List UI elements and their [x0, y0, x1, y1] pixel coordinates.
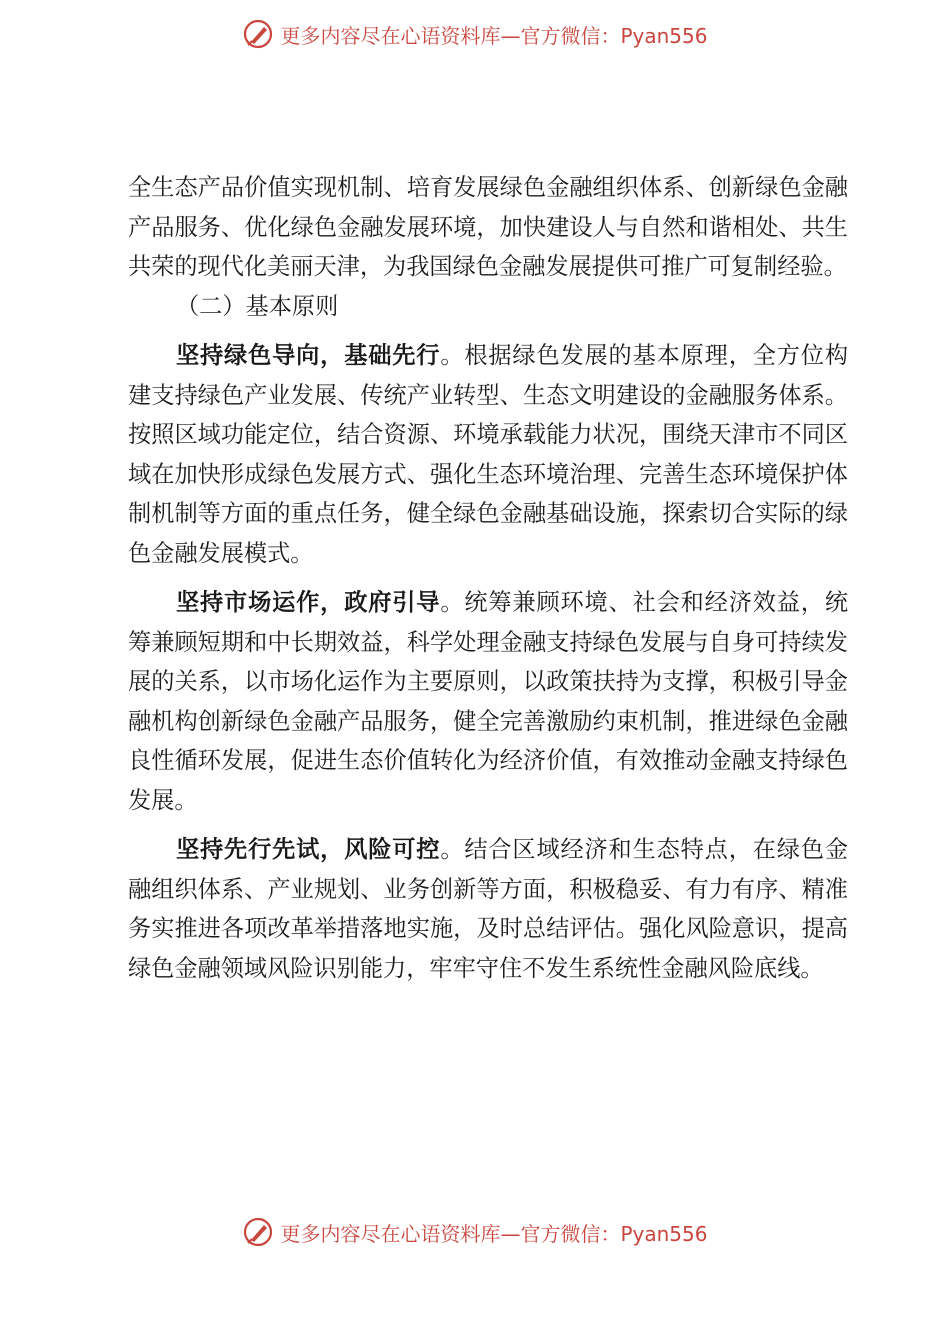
principle-title-1: 坚持绿色导向，基础先行	[176, 342, 441, 369]
footer-watermark-banner	[0, 1212, 950, 1252]
principle-title-3: 坚持先行先试，风险可控	[176, 836, 441, 863]
principle-title-2: 坚持市场运作，政府引导	[176, 589, 441, 616]
header-watermark-banner	[0, 14, 950, 54]
principle-body-2: 。统筹兼顾环境、社会和经济效益，统筹兼顾短期和中长期效益，科学处理金融支持绿色发展与自身可持续发展的关系，以市场化运作为主要原则，以政策扶持为支撑，积极引导金融机构创新绿色金融产品服务，健全完善激励约束机制，推进绿色金融良性循环发展，促进生态价值转化为经济价值，有效推动金融支持绿色发展。	[128, 589, 849, 814]
principle-paragraph-2	[128, 583, 848, 820]
section-heading: （二）基本原则	[176, 292, 339, 320]
watermark-text: 更多内容尽在心语资料库—官方微信：Pyan556	[280, 1221, 708, 1246]
pen-logo-icon	[242, 18, 274, 50]
pen-logo-icon	[242, 1216, 274, 1248]
intro-paragraph: 全生态产品价值实现机制、培育发展绿色金融组织体系、创新绿色金融产品服务、优化绿色金融发展环境，加快建设人与自然和谐相处、共生共荣的现代化美丽天津，为我国绿色金融发展提供可推广可复制经验。	[128, 174, 848, 280]
principle-paragraph-3	[128, 830, 848, 988]
document-body	[128, 168, 848, 988]
principle-body-3: 。结合区域经济和生态特点，在绿色金融组织体系、产业规划、业务创新等方面，积极稳妥、有力有序、精准务实推进各项改革举措落地实施，及时总结评估。强化风险意识，提高绿色金融领域风险识别能力，牢牢守住不发生系统性金融风险底线。	[128, 836, 849, 982]
watermark-text: 更多内容尽在心语资料库—官方微信：Pyan556	[280, 23, 708, 48]
principle-body-1: 。根据绿色发展的基本原理，全方位构建支持绿色产业发展、传统产业转型、生态文明建设的金融服务体系。按照区域功能定位，结合资源、环境承载能力状况，围绕天津市不同区域在加快形成绿色发展方式、强化生态环境治理、完善生态环境保护体制机制等方面的重点任务，健全绿色金融基础设施，探索切合实际的绿色金融发展模式。	[128, 342, 849, 567]
principle-paragraph-1	[128, 336, 848, 573]
